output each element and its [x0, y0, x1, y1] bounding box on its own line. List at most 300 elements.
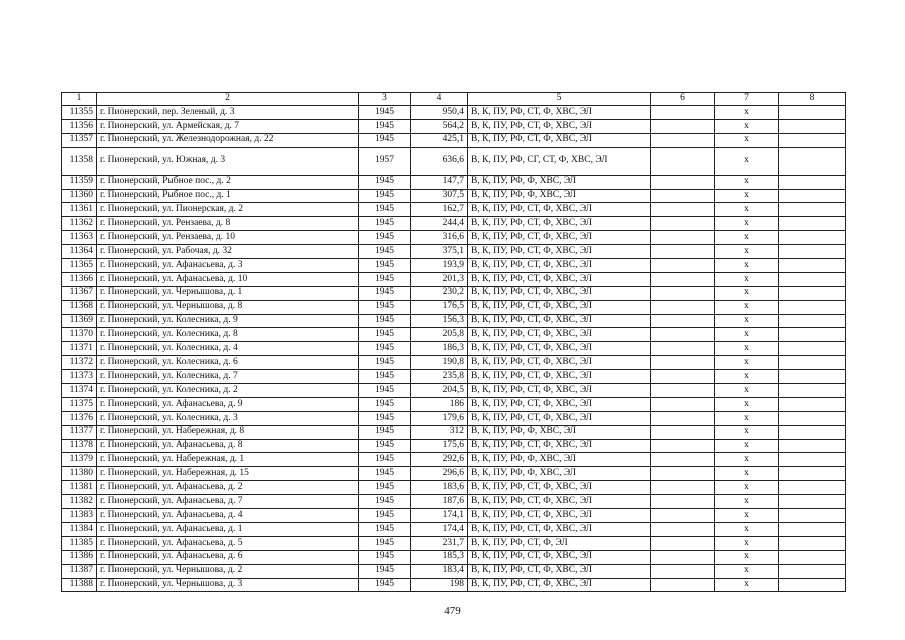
column-6-cell [651, 425, 715, 439]
address-cell: г. Пионерский, ул. Набережная, д. 15 [97, 467, 359, 481]
column-6-cell [651, 495, 715, 509]
row-id-cell: 11373 [62, 370, 97, 384]
column-7-cell: х [715, 300, 779, 314]
table-row [62, 550, 846, 564]
year-cell: 1945 [359, 203, 411, 217]
table-row [62, 453, 846, 467]
address-cell: г. Пионерский, ул. Колесника, д. 4 [97, 342, 359, 356]
table-row [62, 300, 846, 314]
address-cell: г. Пионерский, ул. Колесника, д. 7 [97, 370, 359, 384]
amenities-cell: В, К, ПУ, РФ, СТ, Ф, ХВС, ЭЛ [468, 328, 651, 342]
column-7-cell: х [715, 203, 779, 217]
amenities-cell: В, К, ПУ, РФ, СТ, Ф, ХВС, ЭЛ [468, 286, 651, 300]
area-cell: 307,5 [411, 189, 468, 203]
column-7-cell: х [715, 467, 779, 481]
column-6-cell [651, 286, 715, 300]
row-id-cell: 11367 [62, 286, 97, 300]
column-6-cell [651, 481, 715, 495]
column-8-cell [779, 203, 846, 217]
year-cell: 1945 [359, 397, 411, 411]
amenities-cell: В, К, ПУ, РФ, СТ, Ф, ХВС, ЭЛ [468, 231, 651, 245]
amenities-cell: В, К, ПУ, РФ, СТ, Ф, ХВС, ЭЛ [468, 495, 651, 509]
year-cell: 1945 [359, 328, 411, 342]
area-cell: 193,9 [411, 259, 468, 273]
column-6-cell [651, 245, 715, 259]
column-6-cell [651, 133, 715, 147]
area-cell: 186,3 [411, 342, 468, 356]
column-8-cell [779, 411, 846, 425]
amenities-cell: В, К, ПУ, РФ, СТ, Ф, ХВС, ЭЛ [468, 342, 651, 356]
year-cell: 1945 [359, 370, 411, 384]
area-cell: 198 [411, 578, 468, 592]
address-cell: г. Пионерский, ул. Колесника, д. 3 [97, 411, 359, 425]
year-cell: 1945 [359, 231, 411, 245]
column-6-cell [651, 356, 715, 370]
column-7-cell: х [715, 495, 779, 509]
registry-body [62, 106, 846, 592]
column-8-cell [779, 370, 846, 384]
column-8-cell [779, 481, 846, 495]
column-6-cell [651, 217, 715, 231]
column-7-cell: х [715, 411, 779, 425]
column-8-cell [779, 286, 846, 300]
row-id-cell: 11388 [62, 578, 97, 592]
amenities-cell: В, К, ПУ, РФ, СТ, Ф, ХВС, ЭЛ [468, 314, 651, 328]
column-6-cell [651, 259, 715, 273]
area-cell: 176,5 [411, 300, 468, 314]
area-cell: 316,6 [411, 231, 468, 245]
year-cell: 1945 [359, 439, 411, 453]
column-8-cell [779, 119, 846, 133]
table-row [62, 314, 846, 328]
address-cell: г. Пионерский, ул. Афанасьева, д. 8 [97, 439, 359, 453]
address-cell: г. Пионерский, ул. Пионерская, д. 2 [97, 203, 359, 217]
area-cell: 179,6 [411, 411, 468, 425]
address-cell: г. Пионерский, ул. Чернышова, д. 3 [97, 578, 359, 592]
column-8-cell [779, 564, 846, 578]
table-row [62, 509, 846, 523]
row-id-cell: 11379 [62, 453, 97, 467]
table-row [62, 106, 846, 120]
column-7-cell: х [715, 133, 779, 147]
area-cell: 425,1 [411, 133, 468, 147]
address-cell: г. Пионерский, ул. Колесника, д. 6 [97, 356, 359, 370]
column-header: 7 [715, 93, 779, 106]
table-row [62, 411, 846, 425]
address-cell: г. Пионерский, ул. Колесника, д. 8 [97, 328, 359, 342]
amenities-cell: В, К, ПУ, РФ, СТ, Ф, ХВС, ЭЛ [468, 509, 651, 523]
year-cell: 1945 [359, 411, 411, 425]
year-cell: 1945 [359, 384, 411, 398]
area-cell: 201,3 [411, 272, 468, 286]
amenities-cell: В, К, ПУ, РФ, СТ, Ф, ХВС, ЭЛ [468, 106, 651, 120]
column-7-cell: х [715, 272, 779, 286]
column-header: 3 [359, 93, 411, 106]
area-cell: 230,2 [411, 286, 468, 300]
area-cell: 564,2 [411, 119, 468, 133]
year-cell: 1945 [359, 578, 411, 592]
table-row [62, 397, 846, 411]
amenities-cell: В, К, ПУ, РФ, СТ, Ф, ХВС, ЭЛ [468, 370, 651, 384]
amenities-cell: В, К, ПУ, РФ, Ф, ХВС, ЭЛ [468, 467, 651, 481]
year-cell: 1945 [359, 314, 411, 328]
column-8-cell [779, 231, 846, 245]
column-6-cell [651, 300, 715, 314]
column-6-cell [651, 397, 715, 411]
row-id-cell: 11355 [62, 106, 97, 120]
column-6-cell [651, 467, 715, 481]
row-id-cell: 11372 [62, 356, 97, 370]
column-8-cell [779, 467, 846, 481]
column-7-cell: х [715, 425, 779, 439]
column-7-cell: х [715, 509, 779, 523]
row-id-cell: 11366 [62, 272, 97, 286]
year-cell: 1945 [359, 536, 411, 550]
amenities-cell: В, К, ПУ, РФ, СГ, СТ, Ф, ХВС, ЭЛ [468, 147, 651, 175]
year-cell: 1945 [359, 550, 411, 564]
column-7-cell: х [715, 578, 779, 592]
table-row [62, 536, 846, 550]
area-cell: 185,3 [411, 550, 468, 564]
area-cell: 183,4 [411, 564, 468, 578]
column-7-cell: х [715, 397, 779, 411]
address-cell: г. Пионерский, ул. Набережная, д. 8 [97, 425, 359, 439]
column-6-cell [651, 272, 715, 286]
address-cell: г. Пионерский, ул. Южная, д. 3 [97, 147, 359, 175]
amenities-cell: В, К, ПУ, РФ, СТ, Ф, ХВС, ЭЛ [468, 300, 651, 314]
row-id-cell: 11356 [62, 119, 97, 133]
table-row [62, 384, 846, 398]
row-id-cell: 11383 [62, 509, 97, 523]
table-row [62, 231, 846, 245]
column-7-cell: х [715, 119, 779, 133]
address-cell: г. Пионерский, пер. Зеленый, д. 3 [97, 106, 359, 120]
address-cell: г. Пионерский, ул. Афанасьева, д. 9 [97, 397, 359, 411]
table-row [62, 467, 846, 481]
column-header: 5 [468, 93, 651, 106]
table-row [62, 578, 846, 592]
amenities-cell: В, К, ПУ, РФ, СТ, Ф, ХВС, ЭЛ [468, 411, 651, 425]
area-cell: 231,7 [411, 536, 468, 550]
amenities-cell: В, К, ПУ, РФ, СТ, Ф, ХВС, ЭЛ [468, 522, 651, 536]
area-cell: 312 [411, 425, 468, 439]
address-cell: г. Пионерский, ул. Рензаева, д. 8 [97, 217, 359, 231]
address-cell: г. Пионерский, ул. Чернышова, д. 1 [97, 286, 359, 300]
amenities-cell: В, К, ПУ, РФ, СТ, Ф, ХВС, ЭЛ [468, 259, 651, 273]
column-8-cell [779, 536, 846, 550]
year-cell: 1945 [359, 467, 411, 481]
address-cell: г. Пионерский, ул. Колесника, д. 9 [97, 314, 359, 328]
row-id-cell: 11385 [62, 536, 97, 550]
table-row [62, 259, 846, 273]
column-7-cell: х [715, 328, 779, 342]
amenities-cell: В, К, ПУ, РФ, СТ, Ф, ЭЛ [468, 536, 651, 550]
year-cell: 1945 [359, 481, 411, 495]
area-cell: 156,3 [411, 314, 468, 328]
amenities-cell: В, К, ПУ, РФ, СТ, Ф, ХВС, ЭЛ [468, 439, 651, 453]
column-8-cell [779, 509, 846, 523]
address-cell: г. Пионерский, ул. Афанасьева, д. 7 [97, 495, 359, 509]
year-cell: 1945 [359, 133, 411, 147]
column-6-cell [651, 342, 715, 356]
area-cell: 175,6 [411, 439, 468, 453]
year-cell: 1945 [359, 175, 411, 189]
column-7-cell: х [715, 231, 779, 245]
table-row [62, 522, 846, 536]
amenities-cell: В, К, ПУ, РФ, СТ, Ф, ХВС, ЭЛ [468, 384, 651, 398]
year-cell: 1945 [359, 245, 411, 259]
column-6-cell [651, 203, 715, 217]
table-row [62, 328, 846, 342]
column-7-cell: х [715, 439, 779, 453]
address-cell: г. Пионерский, Рыбное пос., д. 1 [97, 189, 359, 203]
column-7-cell: х [715, 259, 779, 273]
column-8-cell [779, 495, 846, 509]
table-row [62, 495, 846, 509]
column-6-cell [651, 147, 715, 175]
column-6-cell [651, 536, 715, 550]
column-8-cell [779, 300, 846, 314]
row-id-cell: 11371 [62, 342, 97, 356]
area-cell: 183,6 [411, 481, 468, 495]
table-row [62, 175, 846, 189]
area-cell: 950,4 [411, 106, 468, 120]
row-id-cell: 11387 [62, 564, 97, 578]
area-cell: 205,8 [411, 328, 468, 342]
year-cell: 1945 [359, 453, 411, 467]
area-cell: 204,5 [411, 384, 468, 398]
table-row [62, 481, 846, 495]
area-cell: 162,7 [411, 203, 468, 217]
area-cell: 375,1 [411, 245, 468, 259]
column-8-cell [779, 175, 846, 189]
column-7-cell: х [715, 147, 779, 175]
year-cell: 1945 [359, 272, 411, 286]
address-cell: г. Пионерский, ул. Афанасьева, д. 6 [97, 550, 359, 564]
address-cell: г. Пионерский, Рыбное пос., д. 2 [97, 175, 359, 189]
row-id-cell: 11380 [62, 467, 97, 481]
row-id-cell: 11363 [62, 231, 97, 245]
address-cell: г. Пионерский, ул. Армейская, д. 7 [97, 119, 359, 133]
row-id-cell: 11362 [62, 217, 97, 231]
column-6-cell [651, 328, 715, 342]
column-6-cell [651, 564, 715, 578]
housing-registry-table [61, 92, 846, 592]
area-cell: 244,4 [411, 217, 468, 231]
column-7-cell: х [715, 189, 779, 203]
amenities-cell: В, К, ПУ, РФ, СТ, Ф, ХВС, ЭЛ [468, 564, 651, 578]
column-header: 8 [779, 93, 846, 106]
area-cell: 636,6 [411, 147, 468, 175]
column-6-cell [651, 550, 715, 564]
row-id-cell: 11376 [62, 411, 97, 425]
column-header: 1 [62, 93, 97, 106]
column-8-cell [779, 522, 846, 536]
page-number: 479 [444, 605, 461, 617]
row-id-cell: 11374 [62, 384, 97, 398]
address-cell: г. Пионерский, ул. Афанасьева, д. 5 [97, 536, 359, 550]
column-8-cell [779, 342, 846, 356]
amenities-cell: В, К, ПУ, РФ, СТ, Ф, ХВС, ЭЛ [468, 272, 651, 286]
column-8-cell [779, 147, 846, 175]
column-7-cell: х [715, 453, 779, 467]
address-cell: г. Пионерский, ул. Железнодорожная, д. 22 [97, 133, 359, 147]
amenities-cell: В, К, ПУ, РФ, СТ, Ф, ХВС, ЭЛ [468, 481, 651, 495]
column-8-cell [779, 189, 846, 203]
amenities-cell: В, К, ПУ, РФ, СТ, Ф, ХВС, ЭЛ [468, 119, 651, 133]
column-6-cell [651, 384, 715, 398]
address-cell: г. Пионерский, ул. Афанасьева, д. 2 [97, 481, 359, 495]
table-row [62, 147, 846, 175]
column-8-cell [779, 259, 846, 273]
year-cell: 1957 [359, 147, 411, 175]
area-cell: 174,1 [411, 509, 468, 523]
amenities-cell: В, К, ПУ, РФ, Ф, ХВС, ЭЛ [468, 189, 651, 203]
column-header: 4 [411, 93, 468, 106]
row-id-cell: 11381 [62, 481, 97, 495]
row-id-cell: 11386 [62, 550, 97, 564]
column-6-cell [651, 509, 715, 523]
address-cell: г. Пионерский, ул. Афанасьева, д. 4 [97, 509, 359, 523]
table-row [62, 356, 846, 370]
column-8-cell [779, 453, 846, 467]
column-6-cell [651, 370, 715, 384]
year-cell: 1945 [359, 342, 411, 356]
column-6-cell [651, 231, 715, 245]
year-cell: 1945 [359, 300, 411, 314]
table-row [62, 286, 846, 300]
column-6-cell [651, 439, 715, 453]
row-id-cell: 11375 [62, 397, 97, 411]
column-8-cell [779, 384, 846, 398]
year-cell: 1945 [359, 286, 411, 300]
column-8-cell [779, 245, 846, 259]
table-row [62, 245, 846, 259]
row-id-cell: 11369 [62, 314, 97, 328]
column-8-cell [779, 356, 846, 370]
amenities-cell: В, К, ПУ, РФ, Ф, ХВС, ЭЛ [468, 175, 651, 189]
row-id-cell: 11358 [62, 147, 97, 175]
column-8-cell [779, 217, 846, 231]
column-7-cell: х [715, 384, 779, 398]
area-cell: 235,8 [411, 370, 468, 384]
column-6-cell [651, 175, 715, 189]
column-7-cell: х [715, 286, 779, 300]
column-8-cell [779, 439, 846, 453]
column-6-cell [651, 411, 715, 425]
row-id-cell: 11382 [62, 495, 97, 509]
column-8-cell [779, 550, 846, 564]
amenities-cell: В, К, ПУ, РФ, СТ, Ф, ХВС, ЭЛ [468, 578, 651, 592]
year-cell: 1945 [359, 564, 411, 578]
column-6-cell [651, 119, 715, 133]
table-row [62, 370, 846, 384]
column-8-cell [779, 425, 846, 439]
area-cell: 186 [411, 397, 468, 411]
column-6-cell [651, 578, 715, 592]
column-header: 2 [97, 93, 359, 106]
column-7-cell: х [715, 481, 779, 495]
table-row [62, 189, 846, 203]
address-cell: г. Пионерский, ул. Афанасьева, д. 3 [97, 259, 359, 273]
table-row [62, 564, 846, 578]
row-id-cell: 11368 [62, 300, 97, 314]
area-cell: 190,8 [411, 356, 468, 370]
table-row [62, 203, 846, 217]
column-8-cell [779, 272, 846, 286]
area-cell: 292,6 [411, 453, 468, 467]
column-6-cell [651, 189, 715, 203]
row-id-cell: 11364 [62, 245, 97, 259]
row-id-cell: 11370 [62, 328, 97, 342]
address-cell: г. Пионерский, ул. Набережная, д. 1 [97, 453, 359, 467]
column-6-cell [651, 453, 715, 467]
year-cell: 1945 [359, 119, 411, 133]
year-cell: 1945 [359, 259, 411, 273]
address-cell: г. Пионерский, ул. Колесника, д. 2 [97, 384, 359, 398]
address-cell: г. Пионерский, ул. Афанасьева, д. 1 [97, 522, 359, 536]
year-cell: 1945 [359, 189, 411, 203]
table-row [62, 272, 846, 286]
amenities-cell: В, К, ПУ, РФ, СТ, Ф, ХВС, ЭЛ [468, 397, 651, 411]
amenities-cell: В, К, ПУ, РФ, СТ, Ф, ХВС, ЭЛ [468, 356, 651, 370]
area-cell: 174,4 [411, 522, 468, 536]
column-7-cell: х [715, 314, 779, 328]
column-7-cell: х [715, 536, 779, 550]
area-cell: 187,6 [411, 495, 468, 509]
column-7-cell: х [715, 245, 779, 259]
row-id-cell: 11359 [62, 175, 97, 189]
table-row [62, 133, 846, 147]
address-cell: г. Пионерский, ул. Афанасьева, д. 10 [97, 272, 359, 286]
table-row [62, 217, 846, 231]
year-cell: 1945 [359, 495, 411, 509]
column-7-cell: х [715, 564, 779, 578]
amenities-cell: В, К, ПУ, РФ, СТ, Ф, ХВС, ЭЛ [468, 133, 651, 147]
amenities-cell: В, К, ПУ, РФ, СТ, Ф, ХВС, ЭЛ [468, 217, 651, 231]
column-8-cell [779, 133, 846, 147]
row-id-cell: 11357 [62, 133, 97, 147]
address-cell: г. Пионерский, ул. Чернышова, д. 2 [97, 564, 359, 578]
column-7-cell: х [715, 175, 779, 189]
year-cell: 1945 [359, 522, 411, 536]
column-8-cell [779, 314, 846, 328]
row-id-cell: 11365 [62, 259, 97, 273]
column-number-row [62, 93, 846, 106]
column-7-cell: х [715, 550, 779, 564]
address-cell: г. Пионерский, ул. Рабочая, д. 32 [97, 245, 359, 259]
amenities-cell: В, К, ПУ, РФ, СТ, Ф, ХВС, ЭЛ [468, 203, 651, 217]
column-7-cell: х [715, 342, 779, 356]
column-8-cell [779, 397, 846, 411]
column-8-cell [779, 106, 846, 120]
address-cell: г. Пионерский, ул. Рензаева, д. 10 [97, 231, 359, 245]
column-7-cell: х [715, 217, 779, 231]
column-7-cell: х [715, 356, 779, 370]
table-row [62, 119, 846, 133]
table-row [62, 439, 846, 453]
column-6-cell [651, 106, 715, 120]
year-cell: 1945 [359, 425, 411, 439]
column-6-cell [651, 314, 715, 328]
column-7-cell: х [715, 106, 779, 120]
column-7-cell: х [715, 522, 779, 536]
amenities-cell: В, К, ПУ, РФ, Ф, ХВС, ЭЛ [468, 425, 651, 439]
table-row [62, 342, 846, 356]
column-header: 6 [651, 93, 715, 106]
row-id-cell: 11384 [62, 522, 97, 536]
row-id-cell: 11361 [62, 203, 97, 217]
